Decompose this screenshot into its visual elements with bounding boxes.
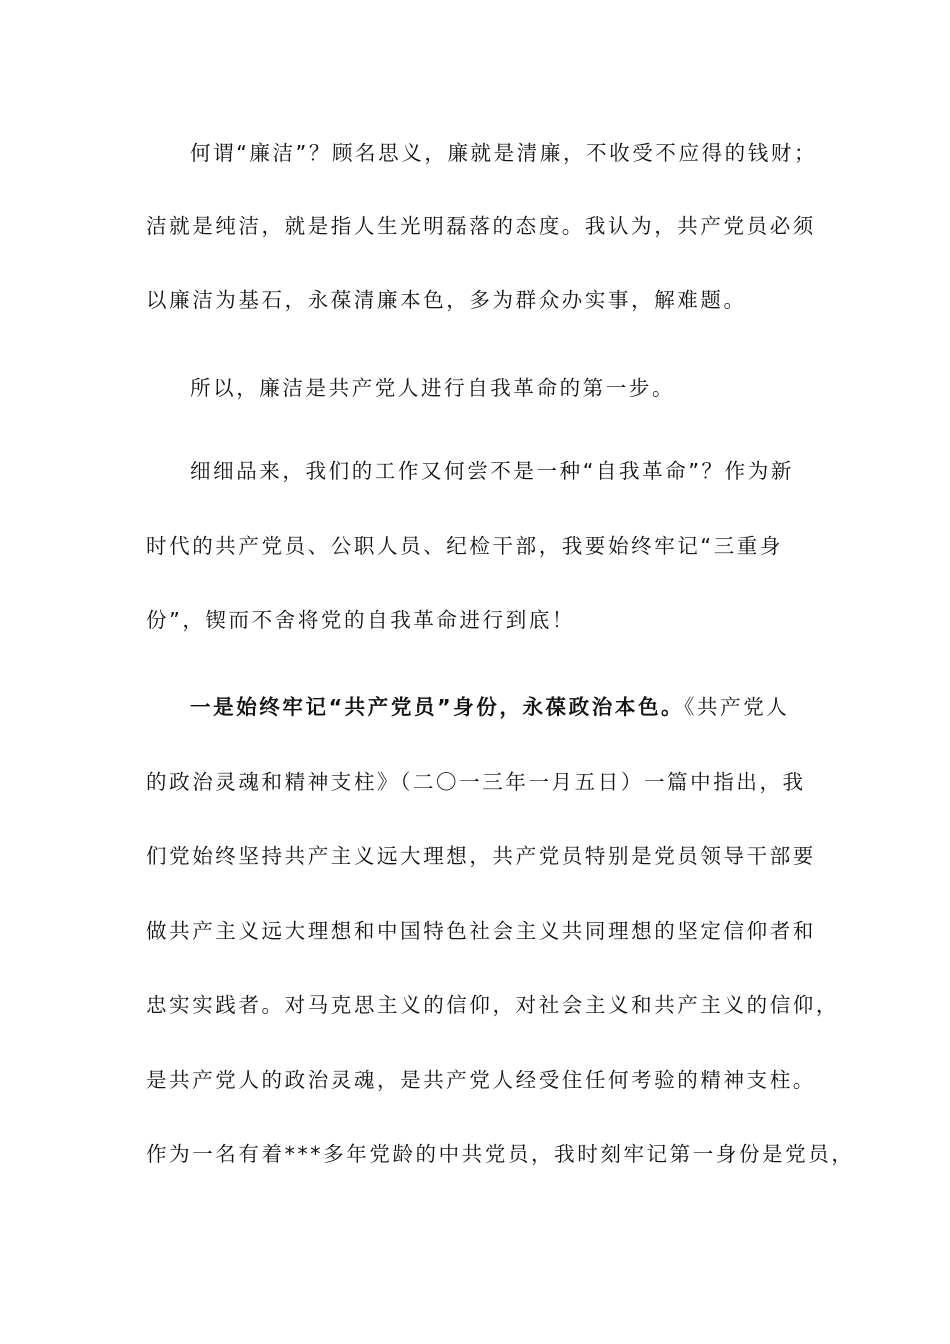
paragraph-4-line-3: 们党始终坚持共产主义远大理想，共产党员特别是党员领导干部要 — [146, 844, 816, 868]
paragraph-4-line-2: 的政治灵魂和精神支柱》（二〇一三年一月五日）一篇中指出，我 — [146, 770, 806, 794]
paragraph-1-line-2: 洁就是纯洁，就是指人生光明磊落的态度。我认为，共产党员必须 — [146, 214, 816, 238]
paragraph-3-line-3: 份”，锲而不舍将党的自我革命进行到底！ — [146, 608, 576, 632]
paragraph-4-line-1 — [190, 693, 870, 721]
paragraph-3-line-1: 细细品来，我们的工作又何尝不是一种“自我革命”？作为新 — [190, 459, 794, 483]
paragraph-1-line-1: 何谓“廉洁”？顾名思义，廉就是清廉，不收受不应得的钱财； — [190, 141, 818, 165]
section-heading-continuation: 《共产党人 — [684, 695, 790, 719]
paragraph-4-line-6: 是共产党人的政治灵魂，是共产党人经受住任何考验的精神支柱。 — [146, 1068, 816, 1092]
paragraph-2-line-1: 所以，廉洁是共产党人进行自我革命的第一步。 — [190, 376, 676, 400]
paragraph-4-line-5: 忠实实践者。对马克思主义的信仰，对社会主义和共产主义的信仰， — [146, 993, 839, 1017]
paragraph-3-line-2: 时代的共产党员、公职人员、纪检干部，我要始终牢记“三重身 — [146, 534, 783, 558]
paragraph-4-line-7: 作为一名有着***多年党龄的中共党员，我时刻牢记第一身份是党员， — [146, 1142, 855, 1166]
section-heading-bold: 一是始终牢记“共产党员”身份，永葆政治本色。 — [190, 695, 685, 719]
paragraph-4-line-4: 做共产主义远大理想和中国特色社会主义共同理想的坚定信仰者和 — [146, 919, 816, 943]
paragraph-1-line-3: 以廉洁为基石，永葆清廉本色，多为群众办实事，解难题。 — [146, 288, 747, 312]
